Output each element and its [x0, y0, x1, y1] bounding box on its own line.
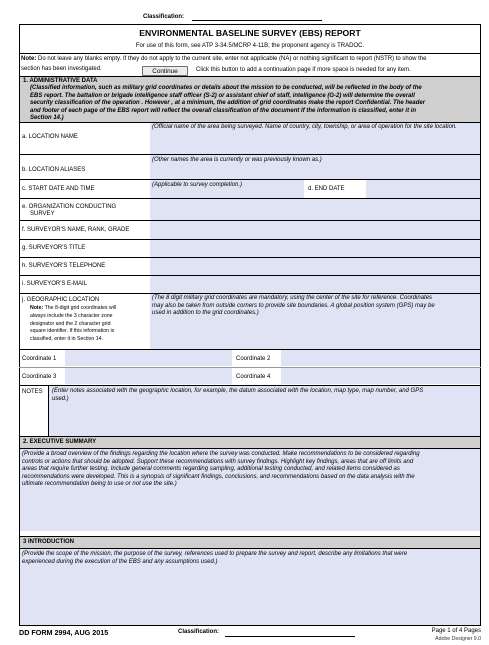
- surveyor-email-field[interactable]: [150, 276, 480, 293]
- continue-button[interactable]: Continue: [142, 66, 188, 76]
- surveyor-name-field[interactable]: [150, 221, 480, 239]
- coordinate-2-label: Coordinate 2: [236, 356, 271, 362]
- coordinate-1-field[interactable]: [65, 350, 232, 366]
- note-line-1: [21, 56, 479, 63]
- section-1-instr-2: EBS report. The battalion or brigade intelligence staff officer (S-2) or assistant chief of staff, intelligence (G-2) will determine the overall: [30, 92, 415, 99]
- classification-field-top[interactable]: [192, 20, 322, 21]
- section-1-instr-4: and footer of each page of the EBS report will reflect the overall classification of the document If the information is classified, enter it in: [30, 107, 417, 114]
- geographic-note: [30, 305, 150, 343]
- classification-field-bottom[interactable]: [225, 636, 355, 637]
- section-1-instr-1: (Classified information, such as military grid coordinates or details about the mission to be conducted, will be reflected in the body of the: [30, 85, 422, 91]
- geographic-hint-3: used in addition to the grid coordinates.): [152, 310, 259, 316]
- section-3-hint-2: experienced during the execution of the EBS and any assumptions used.): [22, 558, 218, 565]
- geographic-note-line-5: classified, enter it in Section 14.: [30, 336, 103, 343]
- geographic-note-prefix: Note:: [30, 305, 44, 311]
- geographic-note-line-4: square identifier. If this information is: [30, 328, 115, 335]
- surveyor-name-label: f. SURVEYOR'S NAME, RANK, GRADE: [22, 227, 130, 233]
- section-2-header: [20, 437, 480, 448]
- note-line-2: section has been investigated.: [21, 66, 102, 72]
- surveyor-title-field[interactable]: [150, 240, 480, 257]
- note-prefix: Note:: [21, 56, 37, 62]
- form-id: DD FORM 2994, AUG 2015: [19, 628, 109, 637]
- geographic-hint-2: may also be taken from outside corners to provide site boundaries. A global position system (GPS) may be: [152, 302, 435, 309]
- section-1-header: [20, 77, 480, 122]
- divider: [19, 53, 481, 54]
- coordinate-4-label: Coordinate 4: [236, 374, 271, 380]
- classification-label-top: Classification:: [143, 14, 185, 20]
- section-1-instr-3: security classification of the operation . However , at a minimum, the addition of grid coordinates make the report Confidential. The header: [30, 100, 426, 106]
- location-name-label: a. LOCATION NAME: [22, 134, 78, 140]
- start-date-label: c. START DATE AND TIME: [22, 186, 95, 192]
- geographic-location-label: j. GEOGRAPHIC LOCATION: [22, 297, 100, 303]
- coordinate-1-label: Coordinate 1: [22, 356, 57, 362]
- organization-label-2: SURVEY: [30, 211, 55, 217]
- coordinate-2-field[interactable]: [281, 350, 480, 366]
- geographic-note-line-1: The 8-digit grid coordinates will: [44, 305, 117, 311]
- classification-label-bottom: Classification:: [178, 629, 220, 635]
- organization-field[interactable]: [150, 199, 480, 220]
- note-text: Do not leave any blanks empty. If they do not apply to the current site, enter not applicable (NA) or nothing significant to report (NSTR) to show the: [38, 56, 427, 62]
- geographic-note-line-2: always include the 3 character zone: [30, 312, 113, 319]
- section-2-hint-5: ultimate recommendation being to use or not use the site.): [22, 481, 177, 487]
- surveyor-telephone-field[interactable]: [150, 258, 480, 275]
- location-name-hint: (Official name of the area being surveyed. Name of country, city, township, or area of operation for the site location.: [152, 124, 457, 130]
- surveyor-email-label: i. SURVEYOR'S E-MAIL: [22, 281, 88, 287]
- section-3-heading: 3 INTRODUCTION: [23, 539, 74, 545]
- section-2-heading: 2. EXECUTIVE SUMMARY: [23, 439, 97, 445]
- notes-hint-1: (Enter notes associated with the geographic location, for example, the datum associated with the location, map type, map number, and GPS: [52, 388, 424, 394]
- location-aliases-label: b. LOCATION ALIASES: [22, 167, 86, 173]
- form-title: ENVIRONMENTAL BASELINE SURVEY (EBS) REPORT: [139, 28, 361, 38]
- section-1-instr-5: Section 14.): [30, 115, 64, 121]
- end-date-field[interactable]: [366, 180, 480, 198]
- geographic-note-line-3: designator and the 2 character grid: [30, 320, 111, 327]
- section-2-hint-4: recommendations were developed. This is a synopsis of significant findings, conclusions, and recommendations based on the data analysis with the: [22, 473, 415, 480]
- section-2-hint-3: areas that require further testing. Include general comments regarding sampling, additional testing conducted, and related items considered as: [22, 466, 400, 472]
- end-date-label: d. END DATE: [308, 186, 345, 192]
- location-aliases-hint: (Other names the area is currently or was previously known as.): [152, 157, 322, 163]
- section-2-hint-1: (Provide a broad overview of the findings regarding the location where the survey was conducted. Make recommendations to be considered regarding: [22, 451, 420, 457]
- form-subtitle: For use of this form, see ATP 3-34.5/MCRP 4-11B; the proponent agency is TRADOC.: [135, 43, 365, 49]
- software-version: Adobe Designer 9.0: [435, 636, 481, 642]
- continue-hint: Click this button to add a continuation page if more space is needed for any item.: [196, 67, 411, 73]
- section-3-hint-1: (Provide the scope of the mission, the purpose of the survey, references used to prepare the survey and report, describe any limitations that were: [22, 551, 408, 557]
- surveyor-telephone-label: h. SURVEYOR'S TELEPHONE: [22, 263, 106, 269]
- coordinate-3-label: Coordinate 3: [22, 374, 57, 380]
- notes-hint-2: used.): [52, 395, 69, 402]
- notes-label: NOTES: [22, 389, 43, 395]
- organization-label-1: e. ORGANIZATION CONDUCTING: [22, 204, 117, 210]
- page-number: Page 1 of 4 Pages: [431, 628, 481, 634]
- start-date-hint: (Applicable to survey completion.): [152, 182, 243, 188]
- geographic-hint-1: (The 8 digit military grid coordinates are mandatory, using the center of the site for reference. Coordinates: [152, 295, 433, 301]
- section-2-hint-2: controls or actions that should be adopted. Support these recommendations with survey findings. Highlight key findings, areas that are off limits and: [22, 458, 414, 465]
- coordinate-4-field[interactable]: [281, 368, 480, 384]
- section-1-heading: 1. ADMINISTRATIVE DATA: [23, 78, 98, 84]
- coordinate-3-field[interactable]: [65, 368, 232, 384]
- section-3-header: [20, 537, 480, 548]
- surveyor-title-label: g. SURVEYOR'S TITLE: [22, 245, 86, 251]
